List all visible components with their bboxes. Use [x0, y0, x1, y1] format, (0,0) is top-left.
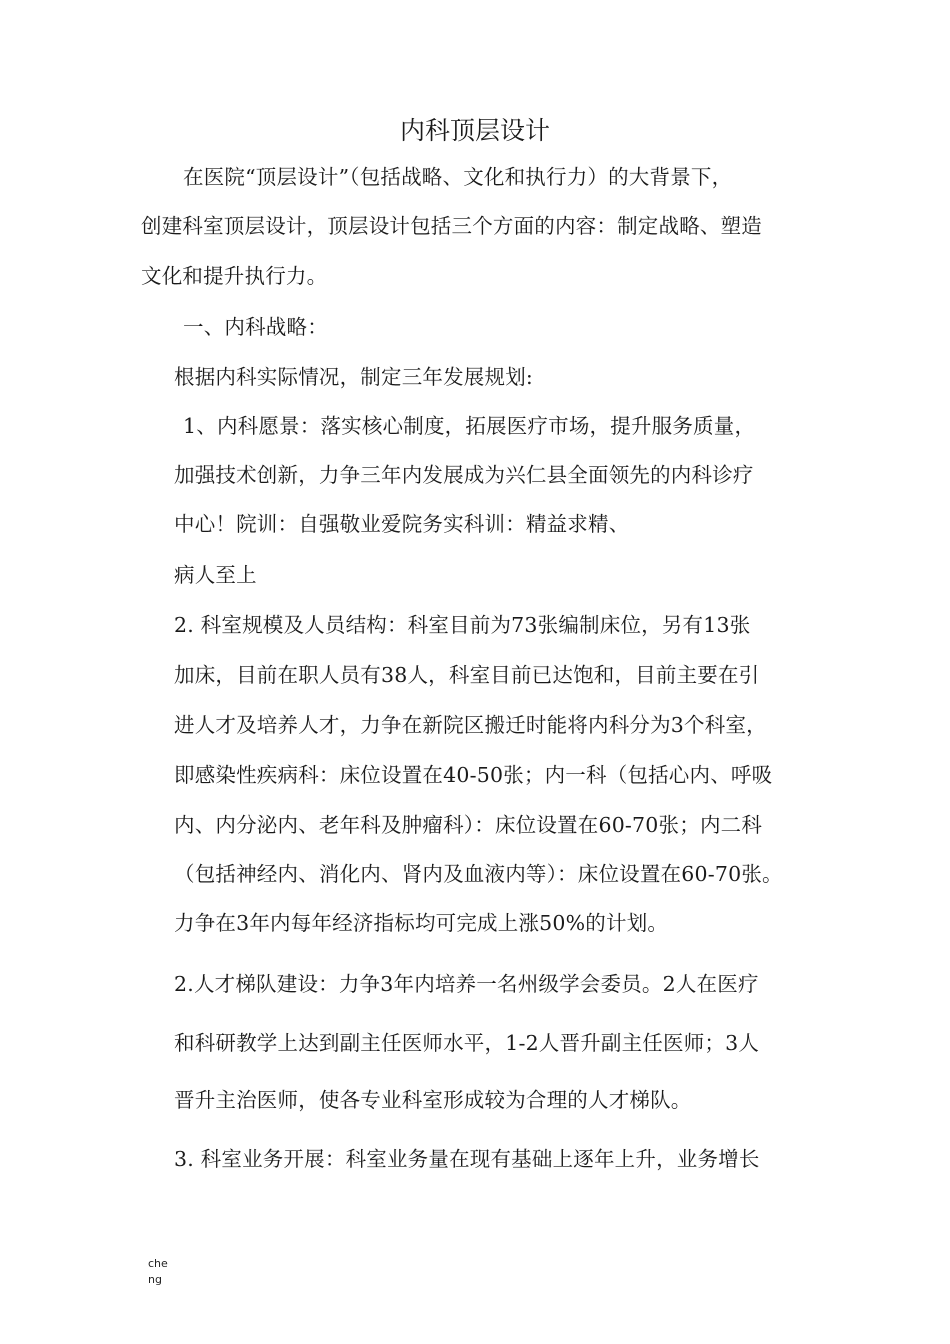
list-item-line: 力争在3年内每年经济指标均可完成上涨50%的计划。 [174, 911, 669, 935]
list-item-line: 加床，目前在职人员有38人，科室目前已达饱和，目前主要在引 [174, 663, 760, 687]
list-item-line: 晋升主治医师，使各专业科室形成较为合理的人才梯队。 [174, 1088, 692, 1112]
list-item-line: 中心！院训：自强敬业爱院务实科训：精益求精、 [174, 512, 630, 536]
section-heading: 一、内科战略： [183, 315, 328, 339]
list-item-line: 和科研教学上达到副主任医师水平，1-2人晋升副主任医师；3人 [174, 1031, 760, 1055]
list-item-line: 2.人才梯队建设：力争3年内培养一名州级学会委员。2人在医疗 [174, 972, 759, 996]
paragraph-line: 在医院“顶层设计”（包括战略、文化和执行力）的大背景下， [183, 165, 733, 189]
page-title: 内科顶层设计 [399, 116, 550, 145]
footer-text-line: ng [148, 1273, 162, 1286]
paragraph-line: 根据内科实际情况，制定三年发展规划: [174, 365, 534, 389]
list-item-line: 内、内分泌内、老年科及肿瘤科）：床位设置在60-70张；内二科 [174, 813, 763, 837]
list-item-line: （包括神经内、消化内、肾内及血液内等）：床位设置在60-70张。 [174, 862, 783, 886]
list-item-line: 进人才及培养人才，力争在新院区搬迁时能将内科分为3个科室， [174, 713, 767, 737]
paragraph-line: 文化和提升执行力。 [141, 264, 328, 288]
list-item-line: 即感染性疾病科：床位设置在40-50张；内一科（包括心内、呼吸 [174, 763, 773, 787]
list-item-line: 病人至上 [174, 563, 257, 587]
footer-text-line: che [148, 1257, 168, 1270]
paragraph-line: 创建科室顶层设计，顶层设计包括三个方面的内容：制定战略、塑造 [141, 214, 762, 238]
list-item-line: 2. 科室规模及人员结构：科室目前为73张编制床位，另有13张 [174, 613, 751, 637]
list-item-line: 加强技术创新，力争三年内发展成为兴仁县全面领先的内科诊疗 [174, 463, 754, 487]
page-footer [148, 1256, 178, 1288]
list-item-line: 1、内科愿景：落实核心制度，拓展医疗市场，提升服务质量， [183, 414, 756, 438]
list-item-line: 3. 科室业务开展：科室业务量在现有基础上逐年上升，业务增长 [174, 1147, 760, 1171]
